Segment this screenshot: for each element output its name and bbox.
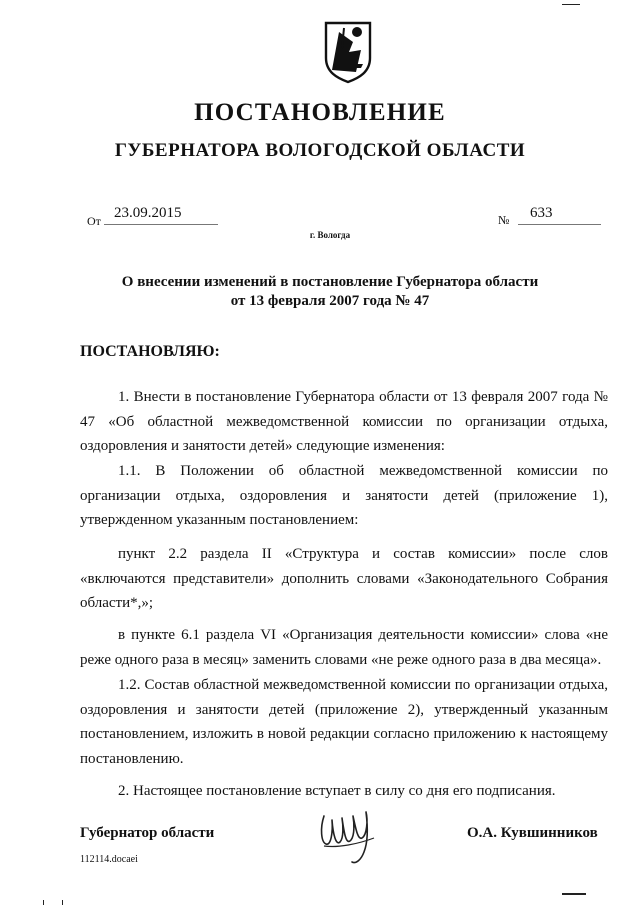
number-label: № [498,213,510,227]
paragraph-1-1: 1.1. В Положении об областной межведомственной комиссии по организации отдыха, оздоровления и занятости детей (приложение 1), утвержденном указанным постановлением: [80,463,608,529]
document-code: 112114.docaei [80,854,138,865]
scan-mark [62,900,63,905]
document-subject [90,273,570,311]
date-label: От [87,214,101,228]
document-date: 23.09.2015 [104,205,218,225]
subject-line-2: от 13 февраля 2007 года № 47 [230,293,430,309]
document-number: 633 [518,205,601,225]
document-subtitle: ГУБЕРНАТОРА ВОЛОГОДСКОЙ ОБЛАСТИ [114,140,526,161]
scan-mark [43,900,44,905]
city-name: г. Вологда [309,230,351,240]
decree-heading: ПОСТАНОВЛЯЮ: [80,343,220,360]
coat-of-arms-icon [323,20,373,84]
paragraph-1-2: 1.2. Состав областной межведомственной комиссии по организации отдыха, оздоровления и занятости детей (приложение 2), утвержденный указанным постановлением, изложить в новой редакции согласно приложению к настоящему постановлению. [80,677,608,767]
scan-mark [562,4,580,5]
signer-title: Губернатор области [80,825,215,841]
paragraph-2: 2. Настоящее постановление вступает в силу со дня его подписания. [118,783,556,799]
signer-name: О.А. Кувшинников [467,825,598,841]
signature-icon [318,808,380,866]
subject-line-1: О внесении изменений в постановление Губернатора области [121,274,539,290]
document-title: ПОСТАНОВЛЕНИЕ [194,99,446,126]
scan-mark [562,893,586,895]
paragraph-1: 1. Внести в постановление Губернатора области от 13 февраля 2007 года № 47 «Об областной межведомственной комиссии по организации отдыха, оздоровления и занятости детей» следующие изменения: [80,389,608,455]
paragraph-clause-2-2: пункт 2.2 раздела II «Структура и состав комиссии» после слов «включаются представители» дополнить словами «Законодательного Собрания области*,»; [80,546,608,612]
paragraph-clause-6-1: в пункте 6.1 раздела VI «Организация деятельности комиссии» слова «не реже одного раза в месяц» заменить словами «не реже одного раза в два месяца». [80,627,608,668]
